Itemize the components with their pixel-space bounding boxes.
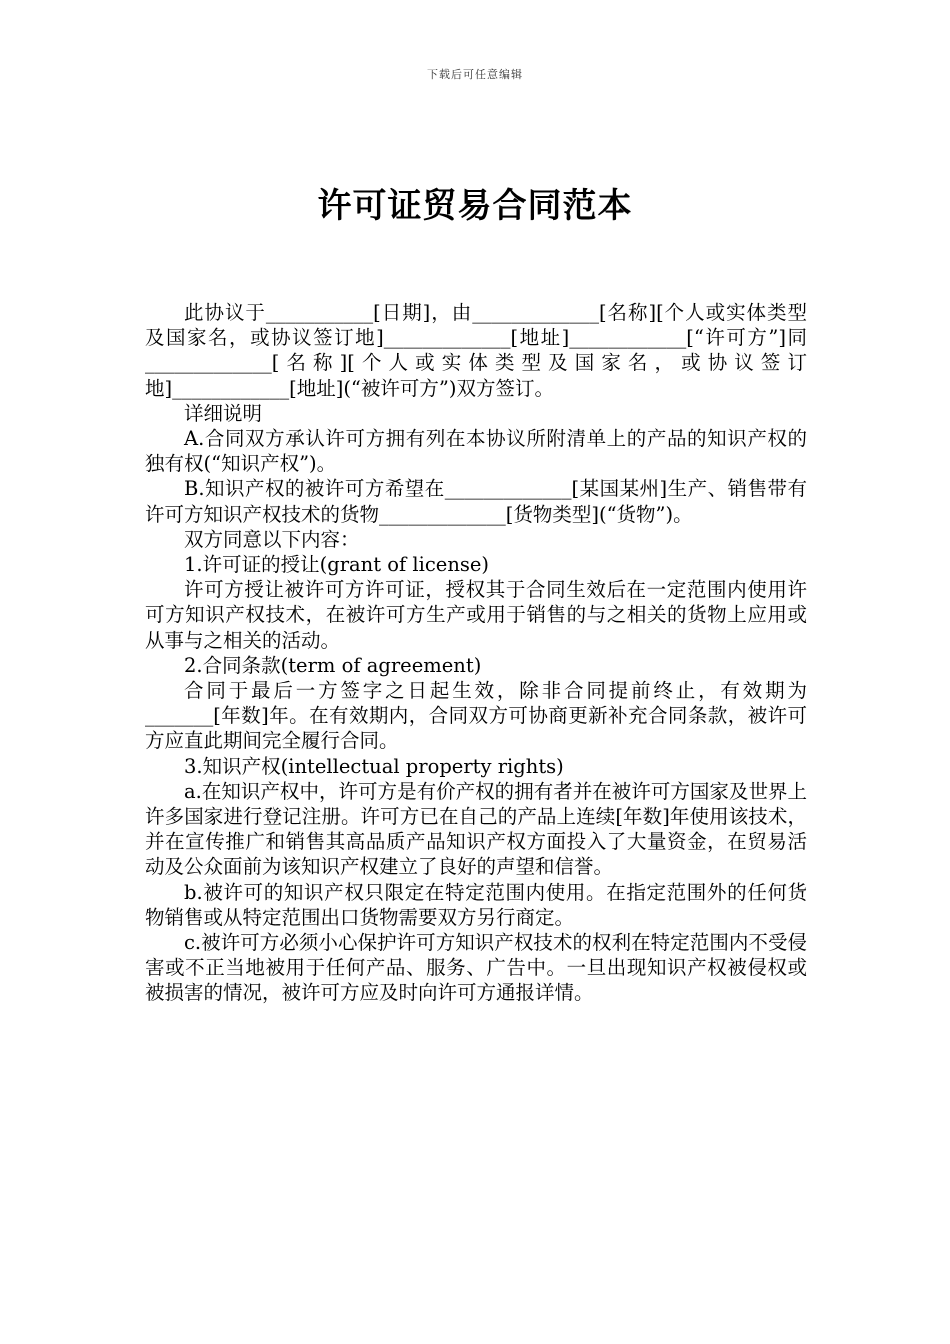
intro-paragraph: 此协议于___________[日期]，由_____________[名称][个人或实体类型及国家名，或协议签订地]_____________[地址]____________[“许可方”]同_____________[名称][个人或实体类型及国家名，或协议签订地]____________[地址](“被许可方”)双方签订。 (145, 301, 807, 400)
section-1-heading: 1.许可证的授让(grant of license) (184, 553, 490, 577)
agreement-heading: 双方同意以下内容： (184, 527, 360, 551)
document-body (145, 300, 807, 1006)
section-3c-paragraph: c.被许可方必须小心保护许可方知识产权技术的权利在特定范围内不受侵害或不正当地被用于任何产品、服务、广告中。一旦出现知识产权被侵权或被损害的情况，被许可方应及时向许可方通报详情。 (145, 931, 807, 1005)
section-3a-paragraph: a.在知识产权中，许可方是有价产权的拥有者并在被许可方国家及世界上许多国家进行登记注册。许可方已在自己的产品上连续[年数]年使用该技术，并在宣传推广和销售其高品质产品知识产权方面投入了大量资金，在贸易活动及公众面前为该知识产权建立了良好的声望和信誉。 (145, 779, 807, 879)
section-2-paragraph: 合同于最后一方签字之日起生效，除非合同提前终止，有效期为_______[年数]年。在有效期内，合同双方可协商更新补充合同条款，被许可方应直此期间完全履行合同。 (145, 679, 807, 753)
section-3-heading: 3.知识产权(intellectual property rights) (184, 754, 564, 778)
clause-b-paragraph: B.知识产权的被许可方希望在_____________[某国某州]生产、销售带有许可方知识产权技术的货物_____________[货物类型](“货物”)。 (145, 477, 807, 526)
clause-a-paragraph: A.合同双方承认许可方拥有列在本协议所附清单上的产品的知识产权的独有权(“知识产权”)。 (145, 427, 807, 476)
document-title: 许可证贸易合同范本 (317, 186, 633, 226)
section-2-heading: 2.合同条款(term of agreement) (184, 653, 482, 677)
section-3b-paragraph: b.被许可的知识产权只限定在特定范围内使用。在指定范围外的任何货物销售或从特定范围出口货物需要双方另行商定。 (145, 880, 807, 929)
header-note: 下载后可任意编辑 (427, 68, 523, 81)
details-heading: 详细说明 (184, 401, 263, 425)
section-1-paragraph: 许可方授让被许可方许可证，授权其于合同生效后在一定范围内使用许可方知识产权技术，在被许可方生产或用于销售的与之相关的货物上应用或从事与之相关的活动。 (145, 578, 807, 652)
